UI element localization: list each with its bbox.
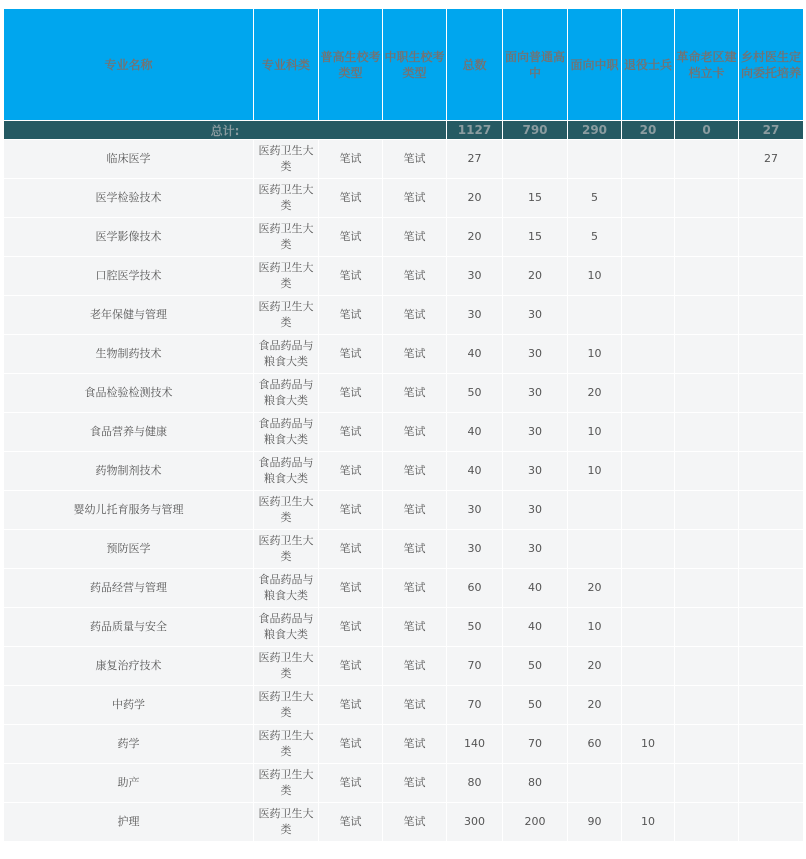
cell-zz-exam: 笔试 [383,686,447,725]
table-row [4,569,804,608]
header-total: 总数 [447,9,503,121]
cell-rural-doctor [739,452,804,491]
cell-category: 医药卫生大类 [254,647,319,686]
cell-zz: 20 [568,686,622,725]
enrollment-table [3,8,804,842]
cell-total: 30 [447,530,503,569]
cell-old-revolution [675,764,739,803]
cell-zz-exam: 笔试 [383,374,447,413]
cell-zz: 10 [568,257,622,296]
cell-pt-gz: 30 [503,530,568,569]
cell-zz: 20 [568,374,622,413]
cell-old-revolution [675,608,739,647]
cell-zz [568,296,622,335]
cell-pt-gz: 30 [503,335,568,374]
cell-old-revolution [675,218,739,257]
cell-pg-exam: 笔试 [319,764,383,803]
cell-major-name: 药物制剂技术 [4,452,254,491]
cell-pg-exam: 笔试 [319,335,383,374]
cell-pg-exam: 笔试 [319,530,383,569]
cell-category: 食品药品与粮食大类 [254,413,319,452]
cell-rural-doctor [739,413,804,452]
cell-total: 140 [447,725,503,764]
cell-zz: 20 [568,647,622,686]
cell-pt-gz: 40 [503,608,568,647]
cell-category: 食品药品与粮食大类 [254,452,319,491]
cell-pt-gz: 50 [503,686,568,725]
header-zz: 面向中职 [568,9,622,121]
cell-pt-gz: 50 [503,647,568,686]
cell-major-name: 食品营养与健康 [4,413,254,452]
header-row [4,9,804,121]
table-row [4,179,804,218]
cell-major-name: 助产 [4,764,254,803]
cell-total: 50 [447,608,503,647]
cell-zz-exam: 笔试 [383,413,447,452]
table-row [4,257,804,296]
cell-veterans [622,140,675,179]
cell-total: 20 [447,179,503,218]
cell-major-name: 预防医学 [4,530,254,569]
cell-zz-exam: 笔试 [383,803,447,842]
header-rural-doctor: 乡村医生定向委托培养 [739,9,804,121]
cell-major-name: 药品经营与管理 [4,569,254,608]
cell-zz-exam: 笔试 [383,335,447,374]
header-zz-exam: 中职生校考类型 [383,9,447,121]
cell-zz-exam: 笔试 [383,569,447,608]
cell-old-revolution [675,257,739,296]
table-row [4,413,804,452]
cell-veterans: 10 [622,725,675,764]
cell-rural-doctor [739,569,804,608]
cell-zz-exam: 笔试 [383,179,447,218]
header-major-name: 专业名称 [4,9,254,121]
total-old-revolution: 0 [675,121,739,140]
cell-pg-exam: 笔试 [319,725,383,764]
cell-pt-gz [503,140,568,179]
cell-veterans [622,647,675,686]
cell-rural-doctor [739,296,804,335]
cell-rural-doctor [739,257,804,296]
cell-rural-doctor [739,803,804,842]
cell-category: 食品药品与粮食大类 [254,608,319,647]
cell-pg-exam: 笔试 [319,608,383,647]
total-zz: 290 [568,121,622,140]
cell-old-revolution [675,335,739,374]
cell-zz-exam: 笔试 [383,764,447,803]
cell-zz [568,140,622,179]
cell-major-name: 婴幼儿托育服务与管理 [4,491,254,530]
cell-rural-doctor [739,725,804,764]
cell-pg-exam: 笔试 [319,452,383,491]
cell-pg-exam: 笔试 [319,413,383,452]
cell-zz-exam: 笔试 [383,218,447,257]
cell-pg-exam: 笔试 [319,218,383,257]
header-pt-gz: 面向普通高中 [503,9,568,121]
cell-rural-doctor [739,647,804,686]
cell-zz: 60 [568,725,622,764]
cell-total: 40 [447,452,503,491]
table-row [4,725,804,764]
cell-old-revolution [675,569,739,608]
cell-zz: 10 [568,608,622,647]
cell-zz: 5 [568,179,622,218]
table-row [4,764,804,803]
total-row [4,121,804,140]
cell-zz-exam: 笔试 [383,491,447,530]
cell-old-revolution [675,296,739,335]
cell-pg-exam: 笔试 [319,140,383,179]
cell-category: 医药卫生大类 [254,725,319,764]
cell-zz-exam: 笔试 [383,530,447,569]
cell-pt-gz: 30 [503,413,568,452]
table-row [4,608,804,647]
total-pt-gz: 790 [503,121,568,140]
header-veterans: 退役士兵 [622,9,675,121]
cell-pg-exam: 笔试 [319,296,383,335]
cell-veterans [622,569,675,608]
cell-major-name: 老年保健与管理 [4,296,254,335]
cell-old-revolution [675,803,739,842]
cell-zz-exam: 笔试 [383,257,447,296]
total-sum: 1127 [447,121,503,140]
cell-rural-doctor [739,218,804,257]
cell-veterans [622,413,675,452]
cell-rural-doctor [739,491,804,530]
cell-major-name: 药品质量与安全 [4,608,254,647]
cell-old-revolution [675,530,739,569]
cell-veterans [622,491,675,530]
cell-rural-doctor [739,608,804,647]
cell-category: 医药卫生大类 [254,296,319,335]
cell-total: 30 [447,257,503,296]
cell-zz-exam: 笔试 [383,647,447,686]
cell-zz [568,491,622,530]
cell-zz-exam: 笔试 [383,608,447,647]
cell-rural-doctor [739,374,804,413]
cell-pg-exam: 笔试 [319,374,383,413]
cell-major-name: 康复治疗技术 [4,647,254,686]
cell-zz: 5 [568,218,622,257]
cell-pg-exam: 笔试 [319,569,383,608]
cell-category: 医药卫生大类 [254,530,319,569]
cell-pg-exam: 笔试 [319,803,383,842]
cell-category: 医药卫生大类 [254,218,319,257]
cell-rural-doctor [739,335,804,374]
cell-rural-doctor [739,530,804,569]
cell-zz [568,530,622,569]
cell-pt-gz: 200 [503,803,568,842]
cell-old-revolution [675,647,739,686]
header-pg-exam: 普高生校考类型 [319,9,383,121]
header-category: 专业科类 [254,9,319,121]
cell-veterans [622,374,675,413]
cell-category: 医药卫生大类 [254,179,319,218]
cell-total: 40 [447,335,503,374]
total-rural-doctor: 27 [739,121,804,140]
cell-veterans [622,296,675,335]
cell-rural-doctor: 27 [739,140,804,179]
cell-rural-doctor [739,764,804,803]
cell-pg-exam: 笔试 [319,686,383,725]
cell-major-name: 护理 [4,803,254,842]
cell-category: 医药卫生大类 [254,686,319,725]
cell-veterans [622,686,675,725]
cell-old-revolution [675,140,739,179]
cell-category: 医药卫生大类 [254,764,319,803]
cell-zz-exam: 笔试 [383,296,447,335]
table-row [4,296,804,335]
cell-pt-gz: 80 [503,764,568,803]
cell-category: 医药卫生大类 [254,803,319,842]
cell-category: 医药卫生大类 [254,491,319,530]
table-row [4,491,804,530]
table-row [4,803,804,842]
cell-veterans [622,335,675,374]
cell-old-revolution [675,491,739,530]
cell-category: 食品药品与粮食大类 [254,335,319,374]
cell-category: 食品药品与粮食大类 [254,569,319,608]
cell-major-name: 口腔医学技术 [4,257,254,296]
cell-pt-gz: 15 [503,179,568,218]
table-row [4,335,804,374]
cell-total: 30 [447,491,503,530]
cell-veterans [622,257,675,296]
cell-total: 30 [447,296,503,335]
header-old-revolution: 革命老区建档立卡 [675,9,739,121]
table-row [4,140,804,179]
cell-major-name: 生物制药技术 [4,335,254,374]
cell-total: 40 [447,413,503,452]
cell-major-name: 中药学 [4,686,254,725]
cell-total: 80 [447,764,503,803]
table-row [4,647,804,686]
cell-pt-gz: 30 [503,491,568,530]
cell-total: 60 [447,569,503,608]
cell-total: 27 [447,140,503,179]
cell-pt-gz: 70 [503,725,568,764]
cell-old-revolution [675,413,739,452]
cell-zz: 90 [568,803,622,842]
table-row [4,530,804,569]
cell-total: 70 [447,647,503,686]
cell-pg-exam: 笔试 [319,491,383,530]
cell-pt-gz: 30 [503,296,568,335]
table-row [4,374,804,413]
cell-old-revolution [675,725,739,764]
cell-pg-exam: 笔试 [319,179,383,218]
cell-zz: 10 [568,452,622,491]
cell-major-name: 医学检验技术 [4,179,254,218]
table-row [4,686,804,725]
cell-category: 医药卫生大类 [254,257,319,296]
cell-old-revolution [675,452,739,491]
cell-pt-gz: 30 [503,374,568,413]
cell-zz: 10 [568,413,622,452]
cell-category: 医药卫生大类 [254,140,319,179]
cell-total: 50 [447,374,503,413]
cell-zz: 10 [568,335,622,374]
cell-veterans: 10 [622,803,675,842]
cell-old-revolution [675,686,739,725]
total-veterans: 20 [622,121,675,140]
cell-total: 20 [447,218,503,257]
cell-pg-exam: 笔试 [319,257,383,296]
cell-category: 食品药品与粮食大类 [254,374,319,413]
cell-major-name: 药学 [4,725,254,764]
cell-pt-gz: 20 [503,257,568,296]
total-label: 总计: [4,121,447,140]
table-row [4,452,804,491]
cell-zz-exam: 笔试 [383,140,447,179]
cell-veterans [622,218,675,257]
cell-major-name: 临床医学 [4,140,254,179]
cell-total: 70 [447,686,503,725]
cell-major-name: 医学影像技术 [4,218,254,257]
cell-old-revolution [675,179,739,218]
cell-rural-doctor [739,686,804,725]
table-body [4,140,804,842]
cell-zz-exam: 笔试 [383,725,447,764]
cell-veterans [622,452,675,491]
cell-pt-gz: 40 [503,569,568,608]
cell-veterans [622,764,675,803]
cell-total: 300 [447,803,503,842]
cell-pt-gz: 30 [503,452,568,491]
cell-zz-exam: 笔试 [383,452,447,491]
cell-zz: 20 [568,569,622,608]
cell-pt-gz: 15 [503,218,568,257]
cell-pg-exam: 笔试 [319,647,383,686]
cell-veterans [622,530,675,569]
cell-old-revolution [675,374,739,413]
cell-zz [568,764,622,803]
table-row [4,218,804,257]
cell-major-name: 食品检验检测技术 [4,374,254,413]
cell-rural-doctor [739,179,804,218]
cell-veterans [622,179,675,218]
cell-veterans [622,608,675,647]
